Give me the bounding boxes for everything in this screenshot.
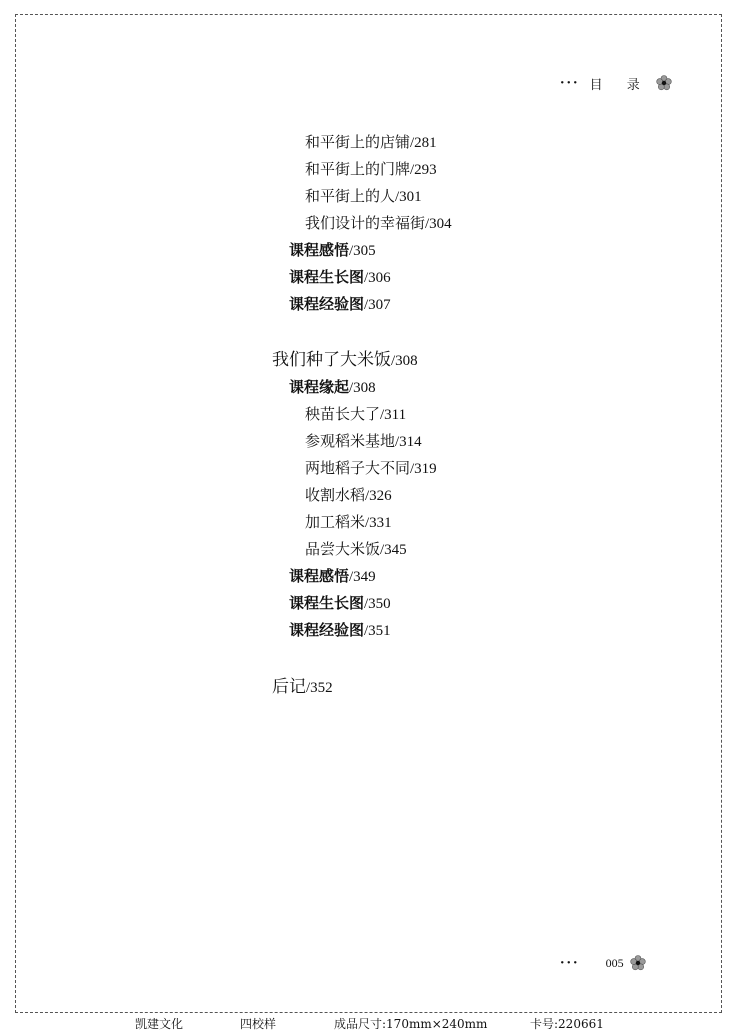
toc-entry-title: 加工稻米 bbox=[305, 513, 366, 531]
toc-entry-page: /305 bbox=[349, 243, 376, 259]
toc-entry-page: /308 bbox=[391, 353, 418, 369]
page-number: 005 bbox=[605, 955, 624, 970]
flower-icon bbox=[630, 955, 646, 971]
toc-entry-page: /293 bbox=[410, 162, 437, 178]
toc-entry-page: /331 bbox=[365, 515, 392, 531]
page-header bbox=[560, 74, 672, 92]
toc-entry-page: /308 bbox=[349, 380, 376, 396]
toc-subsection bbox=[305, 404, 406, 425]
toc-entry-page: /350 bbox=[364, 596, 391, 612]
toc-subsection bbox=[305, 539, 407, 560]
toc-entry-page: /304 bbox=[425, 216, 452, 232]
toc-subsection bbox=[305, 512, 392, 533]
toc-entry-page: /345 bbox=[380, 542, 407, 558]
toc-entry-page: /281 bbox=[410, 135, 437, 151]
toc-entry-title: 我们设计的幸福街 bbox=[305, 214, 426, 232]
toc-section bbox=[289, 267, 391, 288]
header-title: 目 录 bbox=[589, 77, 650, 93]
toc-entry-title: 我们种了大米饭 bbox=[272, 350, 391, 370]
footer-dots: ··· bbox=[560, 955, 580, 971]
toc-entry-title: 和平街上的店铺 bbox=[305, 133, 411, 151]
toc-entry-title: 课程感悟 bbox=[289, 241, 350, 259]
size-label: 成品尺寸:170mm×240mm bbox=[334, 1017, 488, 1031]
toc-section bbox=[289, 294, 391, 315]
toc-entry-title: 课程经验图 bbox=[289, 621, 365, 639]
toc-subsection bbox=[305, 458, 437, 479]
toc-entry-title: 课程缘起 bbox=[289, 378, 350, 396]
toc-entry-title: 课程经验图 bbox=[289, 295, 365, 313]
toc-subsection bbox=[305, 485, 392, 506]
toc-entry-page: /306 bbox=[364, 270, 391, 286]
flower-icon bbox=[656, 75, 672, 91]
publisher-label: 凯建文化 bbox=[135, 1017, 184, 1031]
toc-entry-page: /351 bbox=[364, 623, 391, 639]
toc-section bbox=[289, 377, 376, 398]
toc-entry-title: 课程生长图 bbox=[289, 268, 365, 286]
toc-entry-page: /349 bbox=[349, 569, 376, 585]
toc-subsection bbox=[305, 132, 437, 153]
toc-section bbox=[289, 566, 376, 587]
toc-entry-title: 后记 bbox=[272, 677, 306, 697]
toc-subsection bbox=[305, 186, 422, 207]
toc-entry-page: /352 bbox=[306, 680, 333, 696]
toc-entry-title: 秧苗长大了 bbox=[305, 405, 381, 423]
toc-entry-title: 课程感悟 bbox=[289, 567, 350, 585]
toc-entry-page: /301 bbox=[395, 189, 422, 205]
toc-section bbox=[289, 240, 376, 261]
toc-subsection bbox=[305, 431, 422, 452]
toc-entry-page: /314 bbox=[395, 434, 422, 450]
header-dots: ··· bbox=[560, 75, 580, 91]
page-footer bbox=[560, 954, 646, 972]
toc-entry-title: 和平街上的门牌 bbox=[305, 160, 411, 178]
toc-section bbox=[289, 593, 391, 614]
toc-entry-title: 收割水稻 bbox=[305, 486, 366, 504]
toc-chapter bbox=[272, 677, 333, 698]
toc-entry-title: 和平街上的人 bbox=[305, 187, 396, 205]
proof-label: 四校样 bbox=[240, 1017, 277, 1031]
toc-subsection bbox=[305, 213, 452, 234]
toc-entry-title: 两地稻子大不同 bbox=[305, 459, 411, 477]
toc-entry-page: /319 bbox=[410, 461, 437, 477]
toc-entry-title: 参观稻米基地 bbox=[305, 432, 396, 450]
card-label: 卡号:220661 bbox=[530, 1017, 604, 1031]
toc-entry-title: 课程生长图 bbox=[289, 594, 365, 612]
toc-entry-page: /307 bbox=[364, 297, 391, 313]
toc-section bbox=[289, 620, 391, 641]
toc-entry-page: /311 bbox=[380, 407, 407, 423]
toc-entry-page: /326 bbox=[365, 488, 392, 504]
toc-subsection bbox=[305, 159, 437, 180]
toc-entry-title: 品尝大米饭 bbox=[305, 540, 381, 558]
toc-chapter bbox=[272, 350, 418, 371]
